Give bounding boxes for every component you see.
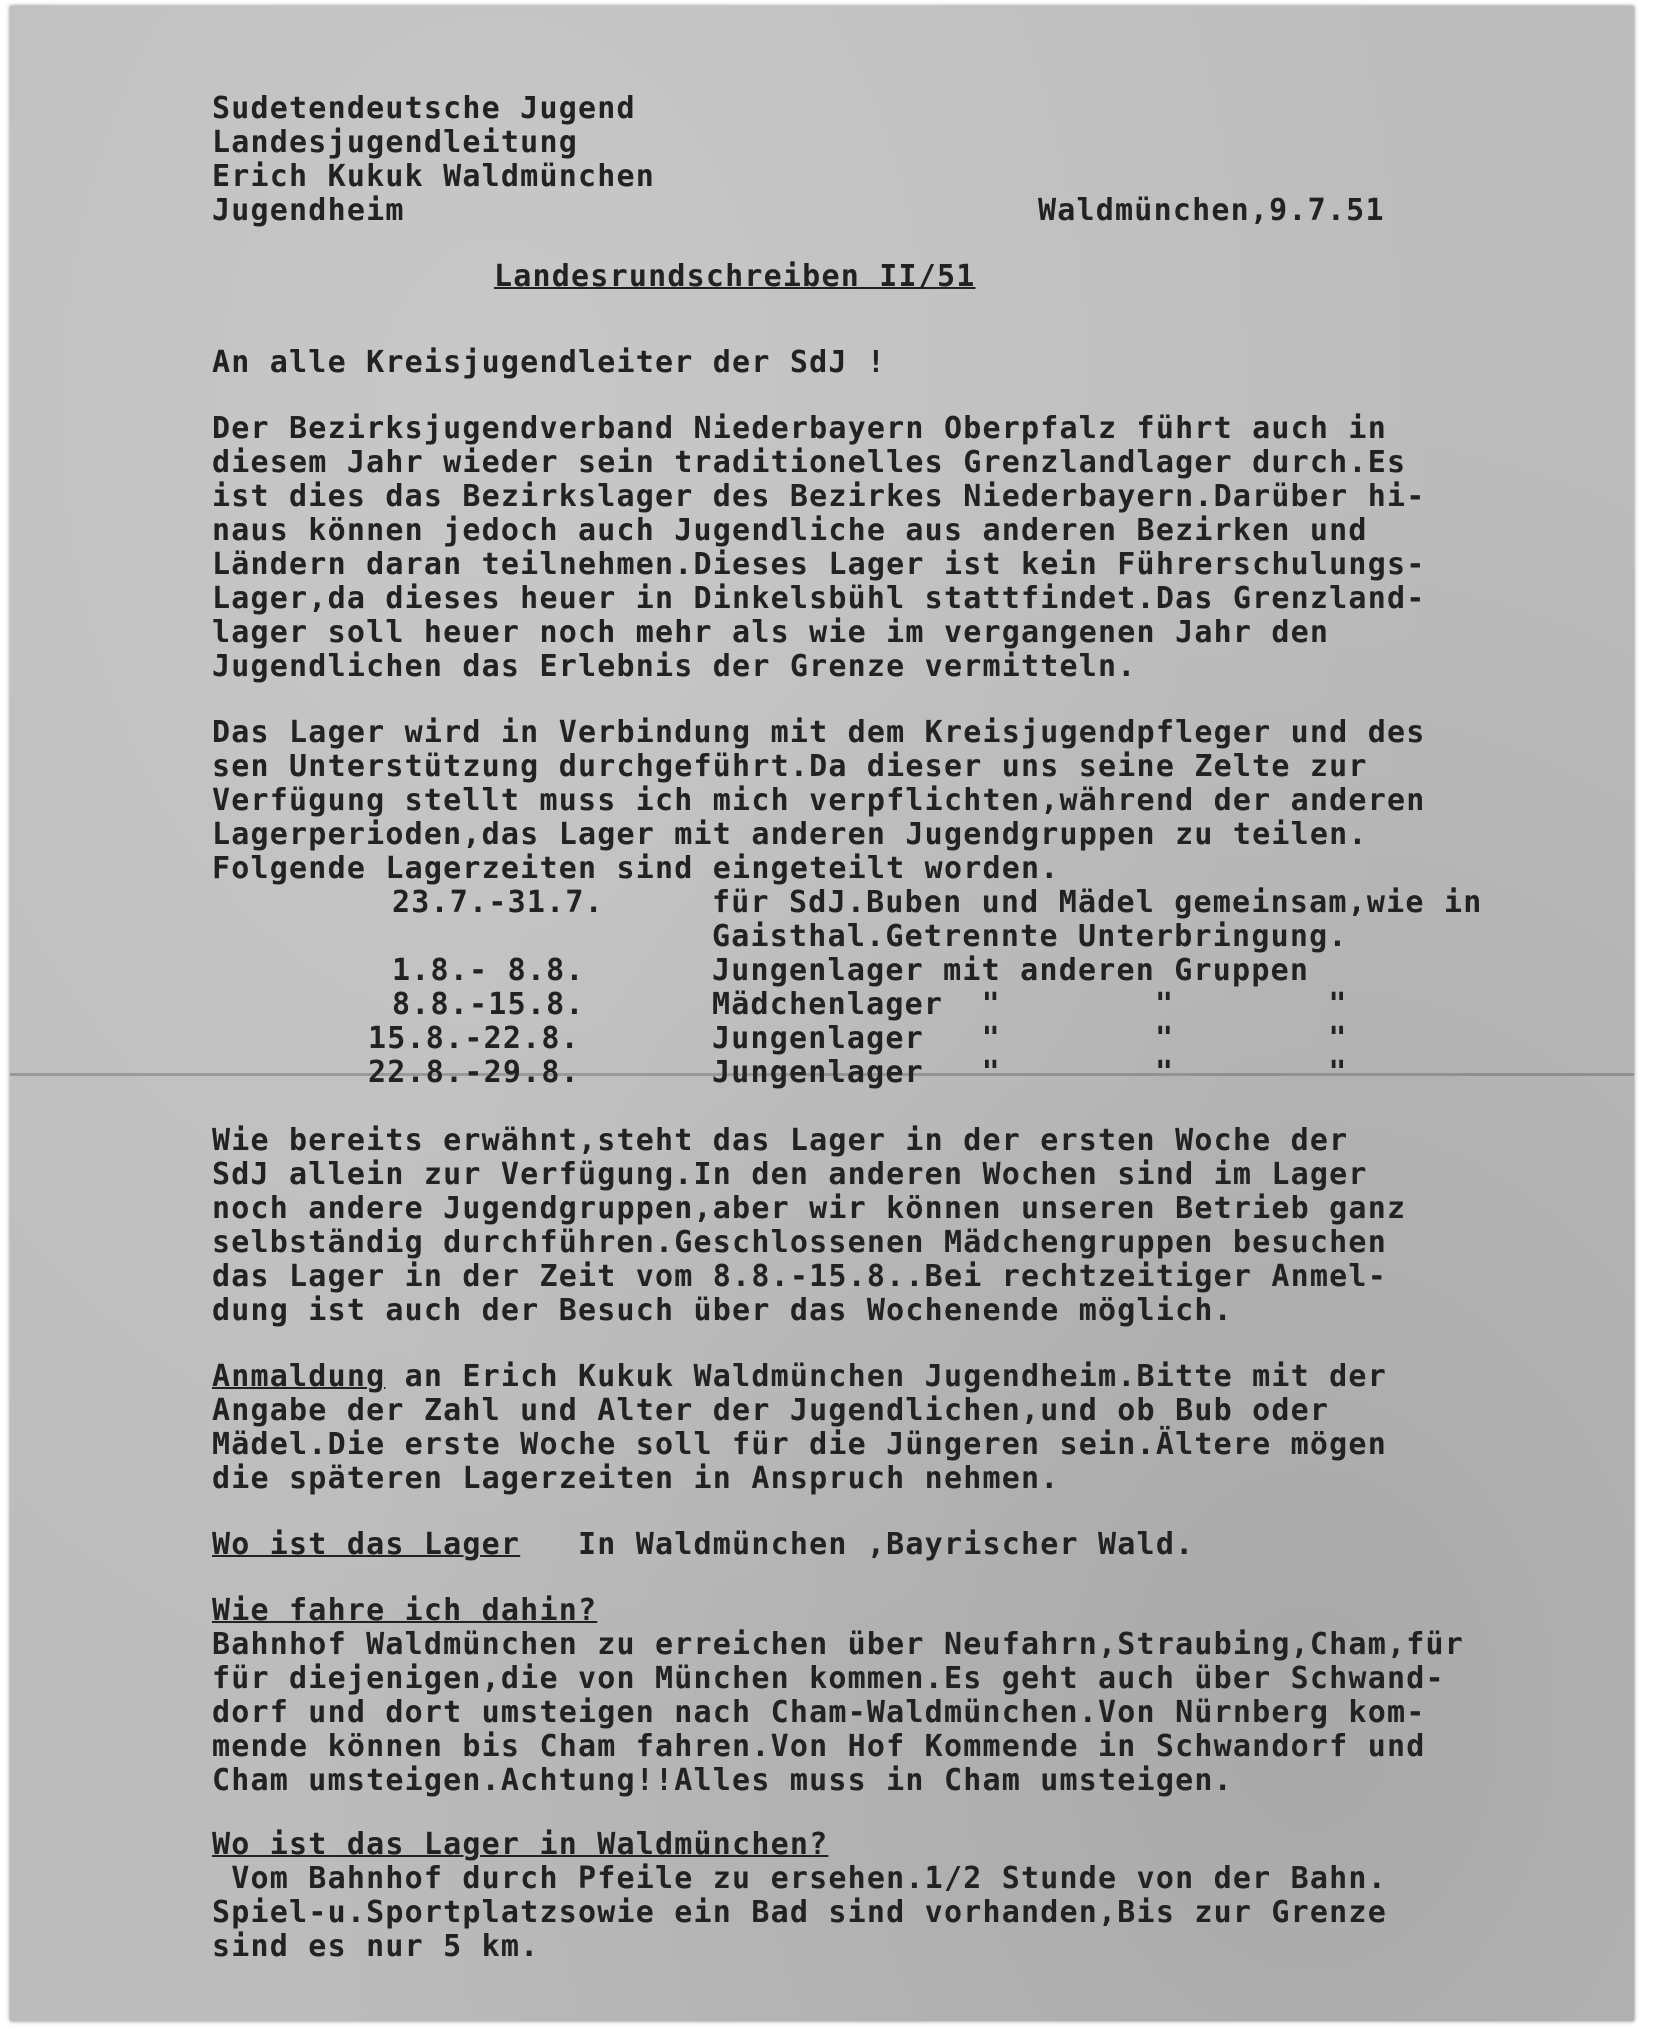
schedule-dates: 22.8.-29.8. xyxy=(368,1055,580,1090)
location-label: Wo ist das Lager in Waldmünchen? xyxy=(212,1827,829,1862)
schedule-dates: 1.8.- 8.8. xyxy=(392,953,585,988)
sender-line-4: Jugendheim xyxy=(212,193,405,228)
travel-label: Wie fahre ich dahin? xyxy=(212,1593,598,1628)
text-line: das Lager in der Zeit vom 8.8.-15.8..Bei rechtzeitiger Anmel- xyxy=(212,1259,1387,1294)
text-line: mende können bis Cham fahren.Von Hof Kommende in Schwandorf und xyxy=(212,1729,1426,1764)
text-line: naus können jedoch auch Jugendliche aus anderen Bezirken und xyxy=(212,513,1368,548)
text-line: Verfügung stellt muss ich mich verpflichten,während der anderen xyxy=(212,783,1426,818)
schedule-desc: Jungenlager " " " xyxy=(712,1055,1348,1090)
registration-label: Anmaldung xyxy=(212,1359,386,1394)
schedule-dates: 15.8.-22.8. xyxy=(368,1021,580,1056)
text-line: sind es nur 5 km. xyxy=(212,1929,540,1964)
where-label: Wo ist das Lager xyxy=(212,1527,521,1562)
schedule-desc: Gaisthal.Getrennte Unterbringung. xyxy=(712,919,1348,954)
text-line: Mädel.Die erste Woche soll für die Jüngeren sein.Ältere mögen xyxy=(212,1427,1387,1462)
text-line: Cham umsteigen.Achtung!!Alles muss in Cham umsteigen. xyxy=(212,1763,1233,1798)
text-line: sen Unterstützung durchgeführt.Da dieser uns seine Zelte zur xyxy=(212,749,1368,784)
text-line: selbständig durchführen.Geschlossenen Mädchengruppen besuchen xyxy=(212,1225,1387,1260)
text-line: Wie bereits erwähnt,steht das Lager in der ersten Woche der xyxy=(212,1123,1349,1158)
schedule-desc: Mädchenlager " " " xyxy=(712,987,1348,1022)
where-text: In Waldmünchen ,Bayrischer Wald. xyxy=(520,1527,1195,1562)
text-line: Jugendlichen das Erlebnis der Grenze vermitteln. xyxy=(212,649,1137,684)
text-line: Das Lager wird in Verbindung mit dem Kreisjugendpfleger und des xyxy=(212,715,1426,750)
text-line: Lagerperioden,das Lager mit anderen Jugendgruppen zu teilen. xyxy=(212,817,1368,852)
sender-line-1: Sudetendeutsche Jugend xyxy=(212,91,636,126)
text-line: Vom Bahnhof durch Pfeile zu ersehen.1/2 Stunde von der Bahn. xyxy=(212,1861,1387,1896)
sender-line-2: Landesjugendleitung xyxy=(212,125,578,160)
text-line: Ländern daran teilnehmen.Dieses Lager ist kein Führerschulungs- xyxy=(212,547,1426,582)
text-line: Der Bezirksjugendverband Niederbayern Oberpfalz führt auch in xyxy=(212,411,1387,446)
text-line: Folgende Lagerzeiten sind eingeteilt worden. xyxy=(212,851,1060,886)
letter-sheet xyxy=(10,6,1634,2021)
text-line: lager soll heuer noch mehr als wie im vergangenen Jahr den xyxy=(212,615,1330,650)
text-line: diesem Jahr wieder sein traditionelles Grenzlandlager durch.Es xyxy=(212,445,1407,480)
schedule-desc: Jungenlager " " " xyxy=(712,1021,1348,1056)
text-line: dorf und dort umsteigen nach Cham-Waldmünchen.Von Nürnberg kom- xyxy=(212,1695,1426,1730)
schedule-desc: für SdJ.Buben und Mädel gemeinsam,wie in xyxy=(712,885,1483,920)
text-line: an Erich Kukuk Waldmünchen Jugendheim.Bitte mit der xyxy=(385,1359,1387,1394)
place-date: Waldmünchen,9.7.51 xyxy=(1038,193,1385,228)
text-line: die späteren Lagerzeiten in Anspruch nehmen. xyxy=(212,1461,1060,1496)
text-line: Lager,da dieses heuer in Dinkelsbühl stattfindet.Das Grenzland- xyxy=(212,581,1426,616)
registration-first-line xyxy=(212,1360,1387,1394)
schedule-desc: Jungenlager mit anderen Gruppen xyxy=(712,953,1310,988)
sender-line-3: Erich Kukuk Waldmünchen xyxy=(212,159,656,194)
where-line xyxy=(212,1528,1194,1562)
letter-title: Landesrundschreiben II/51 xyxy=(494,259,976,294)
text-line: Angabe der Zahl und Alter der Jugendlichen,und ob Bub oder xyxy=(212,1393,1330,1428)
text-line: Bahnhof Waldmünchen zu erreichen über Neufahrn,Straubing,Cham,für xyxy=(212,1627,1464,1662)
text-line: SdJ allein zur Verfügung.In den anderen Wochen sind im Lager xyxy=(212,1157,1368,1192)
text-line: Spiel-u.Sportplatzsowie ein Bad sind vorhanden,Bis zur Grenze xyxy=(212,1895,1387,1930)
text-line: ist dies das Bezirkslager des Bezirkes Niederbayern.Darüber hi- xyxy=(212,479,1426,514)
text-line: noch andere Jugendgruppen,aber wir können unseren Betrieb ganz xyxy=(212,1191,1407,1226)
text-line: dung ist auch der Besuch über das Wochenende möglich. xyxy=(212,1293,1233,1328)
text-line: für diejenigen,die von München kommen.Es geht auch über Schwand- xyxy=(212,1661,1445,1696)
schedule-dates: 8.8.-15.8. xyxy=(392,987,585,1022)
schedule-dates: 23.7.-31.7. xyxy=(392,885,604,920)
salutation: An alle Kreisjugendleiter der SdJ ! xyxy=(212,345,887,380)
